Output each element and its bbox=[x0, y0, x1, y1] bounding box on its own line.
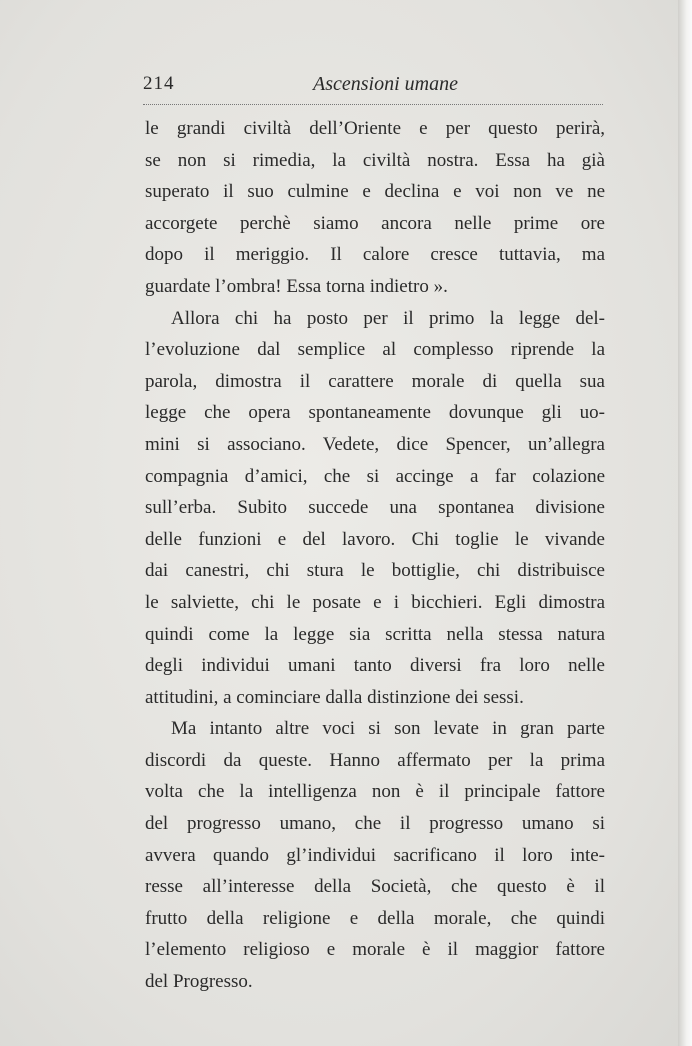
text-line: discordi da queste. Hanno affermato per la prima bbox=[145, 749, 605, 771]
body-text bbox=[145, 113, 605, 998]
text-line: resse all’interesse della Società, che questo è il bbox=[145, 876, 605, 898]
text-line: le salviette, chi le posate e i bicchieri. Egli dimostra bbox=[145, 591, 605, 613]
text-line: degli individui umani tanto diversi fra loro nelle bbox=[145, 655, 605, 677]
text-line: superato il suo culmine e declina e voi non ve ne bbox=[145, 181, 605, 203]
text-line: delle funzioni e del lavoro. Chi toglie le vivande bbox=[145, 528, 605, 550]
text-line: se non si rimedia, la civiltà nostra. Essa ha già bbox=[145, 149, 605, 171]
header-rule bbox=[143, 104, 603, 105]
text-line: volta che la intelligenza non è il principale fattore bbox=[145, 781, 605, 803]
text-line: attitudini, a cominciare dalla distinzione dei sessi. bbox=[145, 686, 524, 708]
text-line: Allora chi ha posto per il primo la legge del- bbox=[171, 307, 605, 329]
text-line: legge che opera spontaneamente dovunque gli uo- bbox=[145, 402, 605, 424]
text-line: del Progresso. bbox=[145, 971, 253, 993]
paragraph bbox=[145, 303, 605, 714]
text-line: sull’erba. Subito succede una spontanea divisione bbox=[145, 497, 605, 519]
text-line: le grandi civiltà dell’Oriente e per questo perirà, bbox=[145, 118, 605, 139]
paragraph bbox=[145, 113, 605, 303]
text-line: compagnia d’amici, che si accinge a far colazione bbox=[145, 465, 605, 487]
text-line: l’evoluzione dal semplice al complesso riprende la bbox=[145, 339, 605, 361]
text-line: avvera quando gl’individui sacrificano il loro inte- bbox=[145, 844, 605, 866]
running-title: Ascensioni umane bbox=[313, 73, 458, 95]
page-header bbox=[143, 73, 603, 103]
text-line: accorgete perchè siamo ancora nelle prime ore bbox=[145, 212, 605, 234]
text-line: parola, dimostra il carattere morale di quella sua bbox=[145, 370, 605, 392]
page-number: 214 bbox=[143, 73, 175, 94]
text-line: frutto della religione e della morale, che quindi bbox=[145, 907, 605, 929]
text-line: guardate l’ombra! Essa torna indietro ». bbox=[145, 275, 448, 297]
text-line: Ma intanto altre voci si son levate in gran parte bbox=[171, 718, 605, 740]
text-line: del progresso umano, che il progresso umano si bbox=[145, 813, 605, 835]
text-line: mini si associano. Vedete, dice Spencer, un’allegra bbox=[145, 433, 605, 455]
text-line: l’elemento religioso e morale è il maggior fattore bbox=[145, 939, 605, 961]
text-line: dopo il meriggio. Il calore cresce tuttavia, ma bbox=[145, 244, 605, 266]
page-edge bbox=[678, 0, 692, 1046]
paragraph bbox=[145, 713, 605, 997]
text-line: dai canestri, chi stura le bottiglie, chi distribuisce bbox=[145, 560, 605, 582]
text-line: quindi come la legge sia scritta nella stessa natura bbox=[145, 623, 605, 645]
